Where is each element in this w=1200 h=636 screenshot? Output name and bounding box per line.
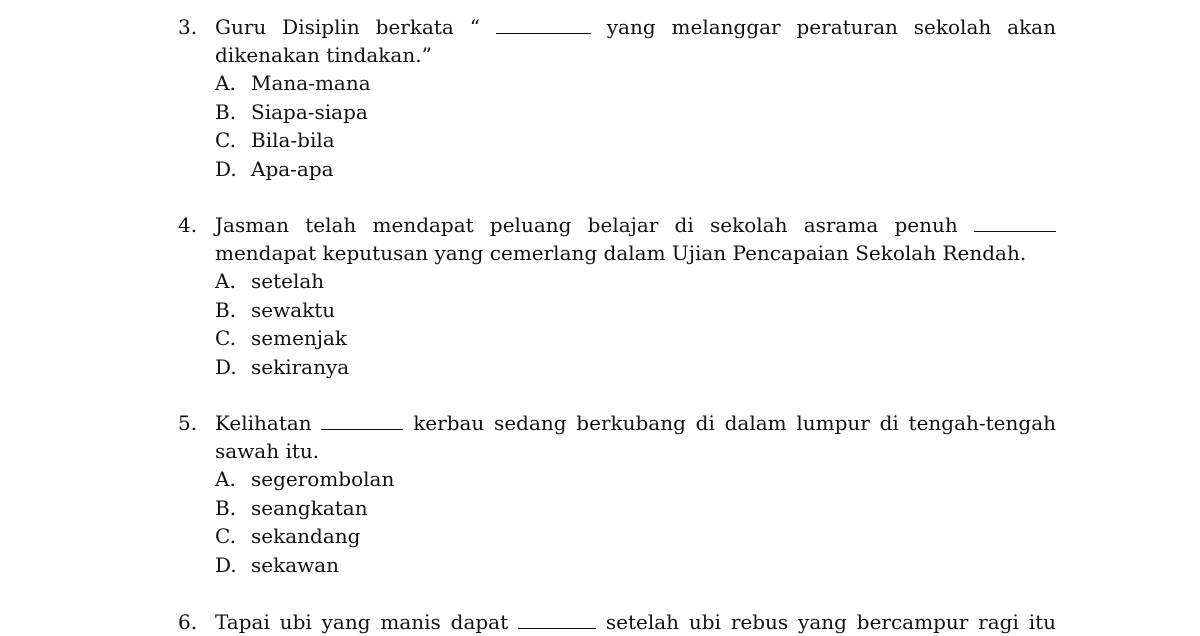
option-text: segerombolan bbox=[251, 467, 395, 491]
option-c bbox=[178, 324, 1056, 353]
question-number: 6. bbox=[178, 610, 198, 634]
option-text: sekandang bbox=[251, 524, 361, 548]
question-stem-line-2 bbox=[178, 41, 1056, 69]
option-text: Bila-bila bbox=[251, 128, 335, 152]
question-stem-line-2 bbox=[178, 437, 1056, 465]
answer-blank bbox=[974, 213, 1056, 232]
options-list bbox=[178, 267, 1056, 381]
option-text: Siapa-siapa bbox=[251, 99, 368, 124]
question-number: 5. bbox=[178, 411, 198, 435]
answer-blank bbox=[321, 411, 403, 430]
question-4 bbox=[178, 211, 1056, 381]
answer-blank bbox=[496, 15, 591, 34]
stem-text-before: Kelihatan bbox=[215, 411, 312, 435]
option-c bbox=[178, 522, 1056, 551]
stem-text-after: kerbau sedang berkubang di dalam lumpur di tengah-tengah bbox=[413, 411, 1057, 435]
stem-text-before: Jasman telah mendapat peluang belajar di sekolah asrama penuh bbox=[215, 213, 958, 237]
option-letter: C. bbox=[215, 524, 236, 548]
options-list bbox=[178, 69, 1056, 183]
question-6 bbox=[178, 608, 1056, 636]
option-b bbox=[178, 494, 1056, 523]
option-text: sewaktu bbox=[251, 297, 336, 322]
option-text: Apa-apa bbox=[251, 156, 334, 181]
answer-blank bbox=[518, 610, 596, 629]
option-letter: D. bbox=[215, 156, 237, 181]
option-b bbox=[178, 296, 1056, 325]
stem-text-after: yang melanggar peraturan sekolah akan bbox=[606, 15, 1056, 39]
option-c bbox=[178, 126, 1056, 155]
question-stem-line-2 bbox=[178, 239, 1056, 267]
option-text: sekawan bbox=[251, 552, 340, 577]
question-stem-line bbox=[178, 211, 1056, 239]
option-letter: D. bbox=[215, 354, 237, 379]
question-stem-line bbox=[178, 608, 1056, 636]
question-3 bbox=[178, 13, 1056, 183]
stem-text-after: setelah ubi rebus yang bercampur ragi itu bbox=[605, 610, 1057, 634]
options-list bbox=[178, 465, 1056, 579]
stem-text-continued: sawah itu. bbox=[215, 439, 320, 463]
option-a bbox=[178, 465, 1056, 494]
option-text: semenjak bbox=[251, 326, 348, 350]
option-text: seangkatan bbox=[251, 495, 368, 520]
option-letter: A. bbox=[215, 467, 236, 491]
stem-text-continued: mendapat keputusan yang cemerlang dalam Ujian Pencapaian Sekolah Rendah. bbox=[215, 241, 1027, 265]
stem-text-before: Tapai ubi yang manis dapat bbox=[215, 610, 509, 634]
option-d bbox=[178, 551, 1056, 580]
question-stem-line bbox=[178, 409, 1056, 437]
option-letter: A. bbox=[215, 71, 236, 95]
option-letter: B. bbox=[215, 99, 237, 124]
option-d bbox=[178, 353, 1056, 382]
stem-text-before: Guru Disiplin berkata “ bbox=[215, 15, 480, 39]
option-b bbox=[178, 98, 1056, 127]
option-letter: A. bbox=[215, 269, 236, 293]
option-letter: B. bbox=[215, 297, 237, 322]
question-number: 4. bbox=[178, 213, 198, 237]
stem-text-continued: dikenakan tindakan.” bbox=[215, 43, 432, 67]
option-letter: C. bbox=[215, 128, 236, 152]
question-5 bbox=[178, 409, 1056, 579]
option-text: sekiranya bbox=[251, 354, 350, 379]
option-a bbox=[178, 267, 1056, 296]
question-stem-line bbox=[178, 13, 1056, 41]
option-text: Mana-mana bbox=[251, 71, 371, 95]
option-d bbox=[178, 155, 1056, 184]
option-letter: C. bbox=[215, 326, 236, 350]
option-letter: B. bbox=[215, 495, 237, 520]
option-letter: D. bbox=[215, 552, 237, 577]
question-number: 3. bbox=[178, 15, 198, 39]
option-text: setelah bbox=[251, 269, 325, 293]
option-a bbox=[178, 69, 1056, 98]
